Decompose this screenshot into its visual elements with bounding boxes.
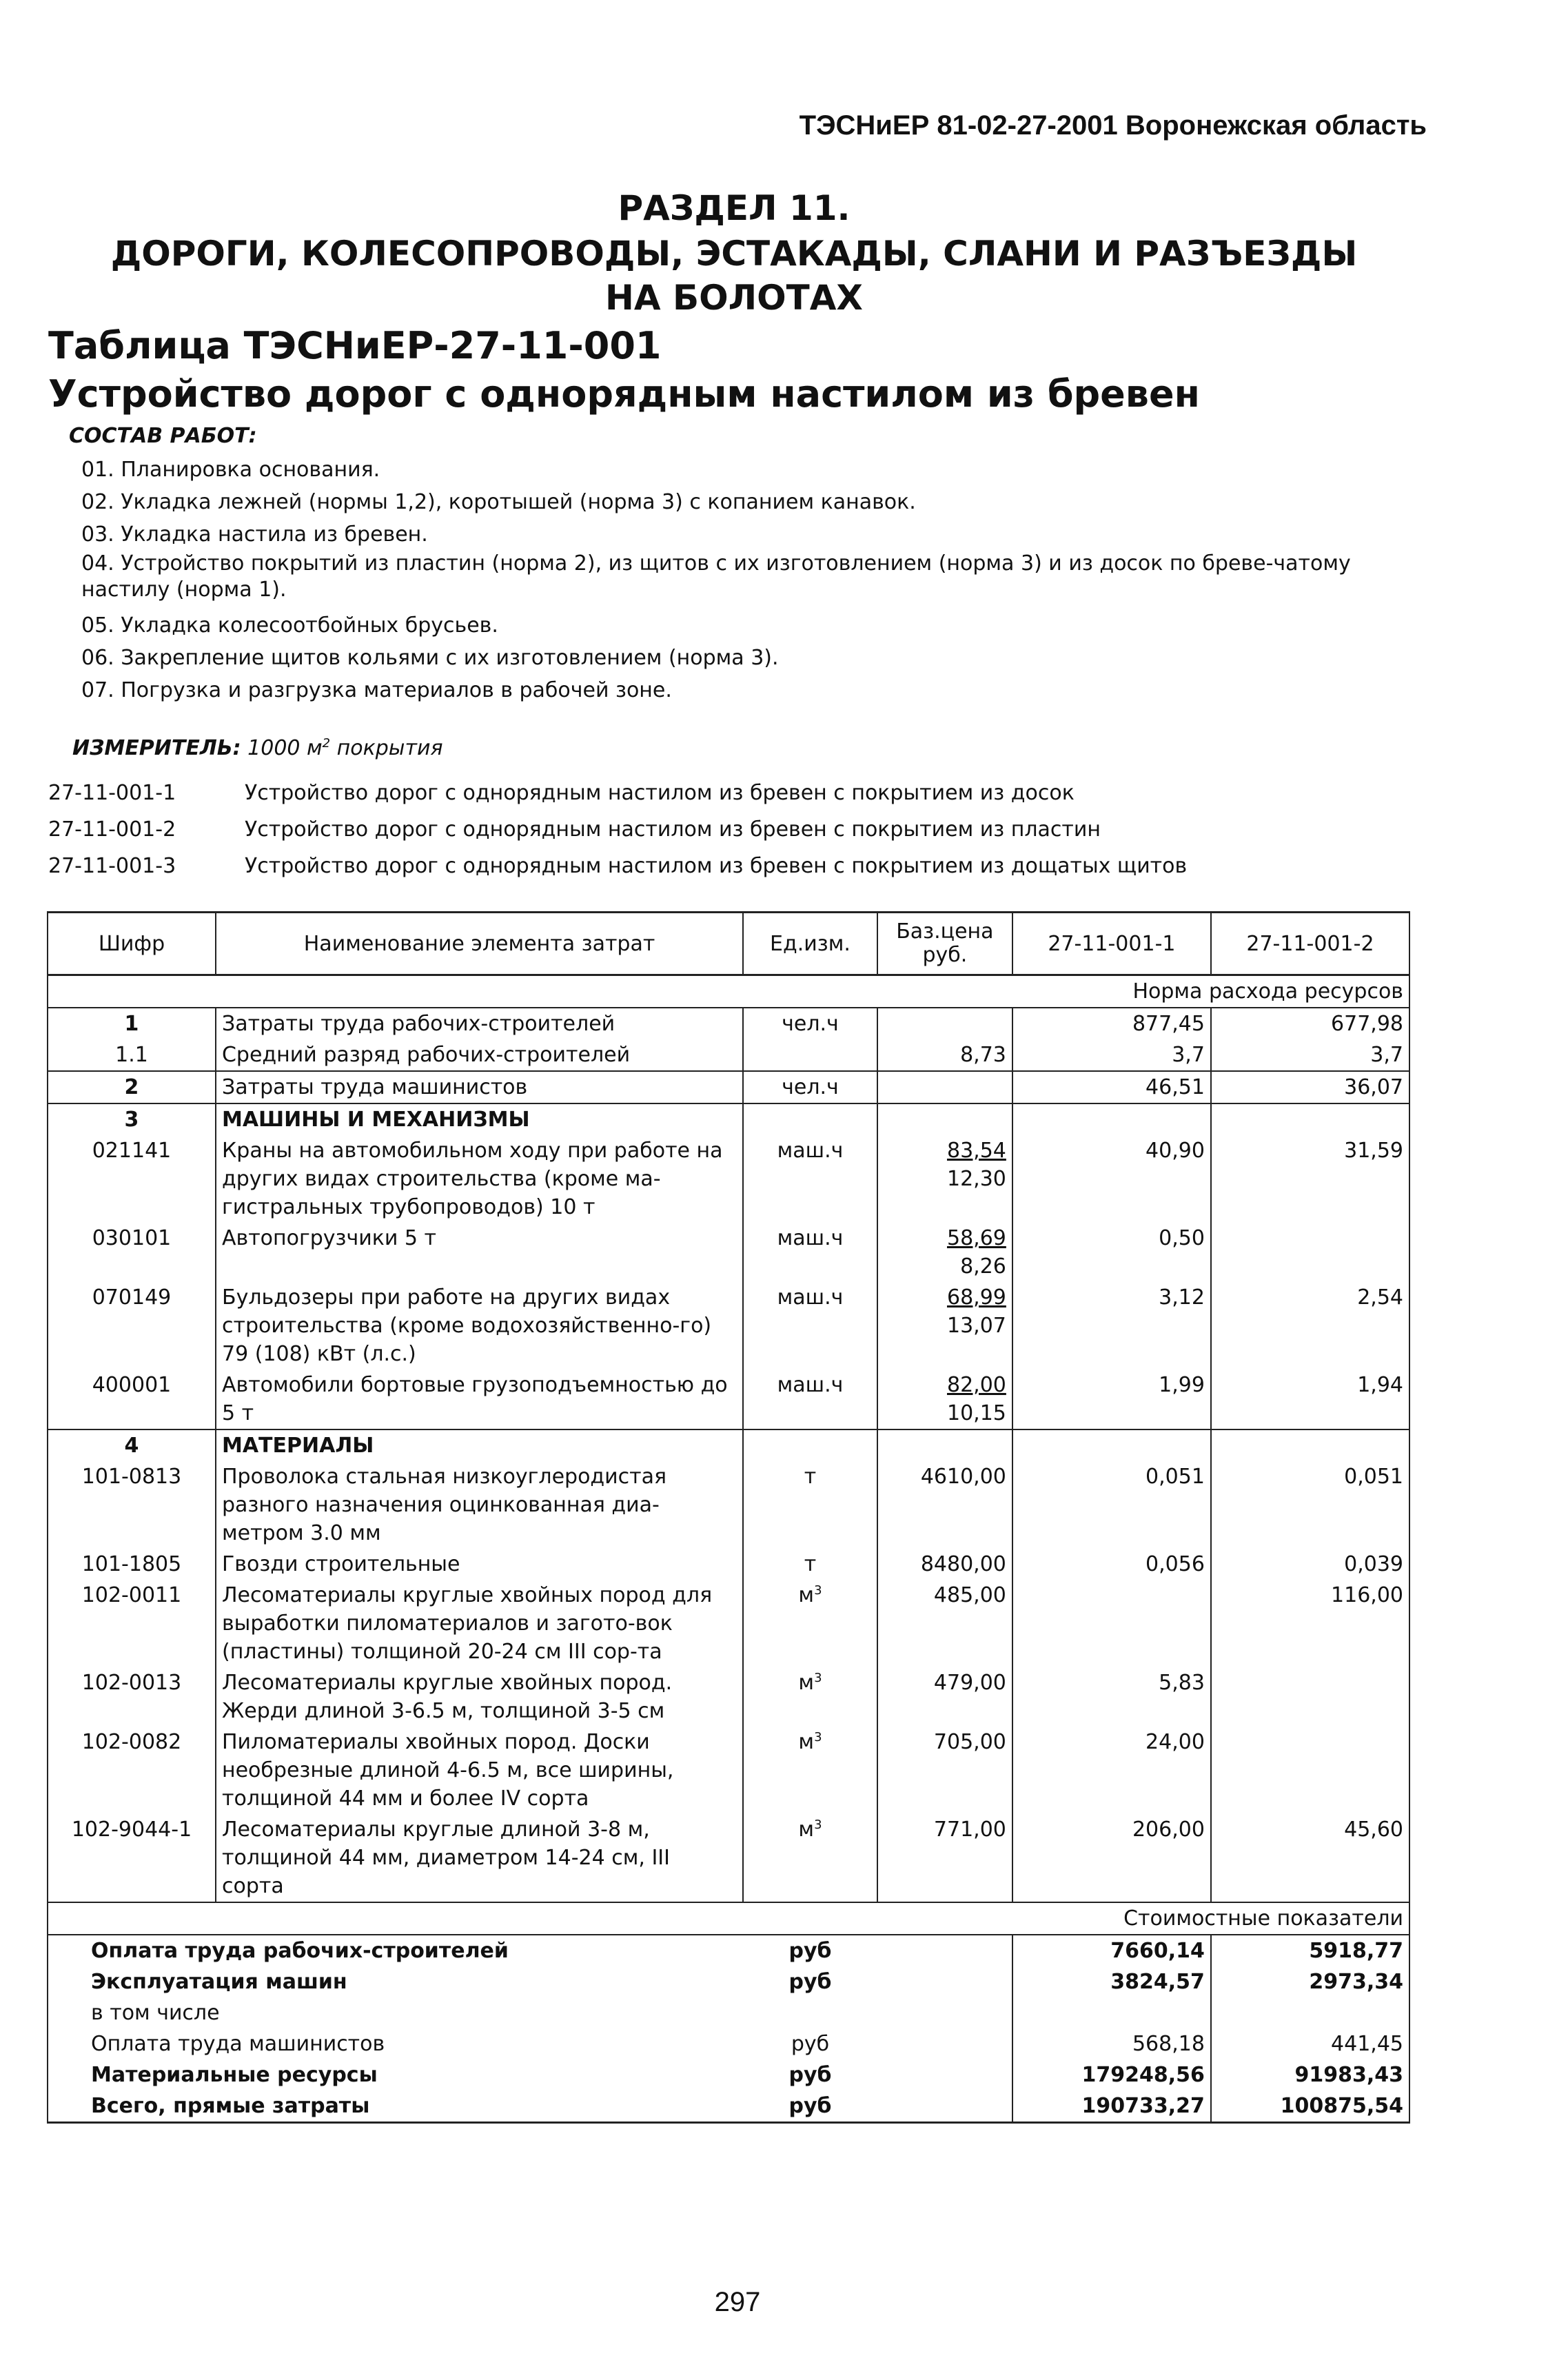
row-code: 102-0082 — [48, 1727, 216, 1814]
section-title-line1: ДОРОГИ, КОЛЕСОПРОВОДЫ, ЭСТАКАДЫ, СЛАНИ И РАЗЪЕЗДЫ — [110, 234, 1358, 274]
row-price: 8,73 — [877, 1039, 1012, 1071]
row-unit — [743, 1103, 877, 1135]
table-row — [48, 1580, 1409, 1667]
cost-value-1: 3824,57 — [1012, 1966, 1211, 1997]
row-code: 101-0813 — [48, 1461, 216, 1549]
row-norm-1: 3,12 — [1012, 1282, 1211, 1370]
cost-row — [48, 1935, 1409, 1966]
row-norm-2 — [1211, 1667, 1409, 1727]
row-unit: т — [743, 1549, 877, 1580]
row-norm-2: 116,00 — [1211, 1580, 1409, 1667]
norm-code-text: Устройство дорог с однорядным настилом из бревен с покрытием из досок — [245, 781, 1075, 805]
cost-unit: руб — [788, 1970, 832, 1994]
row-code: 1.1 — [48, 1039, 216, 1071]
price-wage: 8,26 — [960, 1254, 1006, 1279]
row-norm-1: 877,45 — [1012, 1008, 1211, 1039]
row-price — [877, 1008, 1012, 1039]
row-norm-2 — [1211, 1727, 1409, 1814]
cost-empty — [877, 2028, 1012, 2059]
price-base: 83,54 — [946, 1139, 1006, 1163]
price-base: 58,69 — [946, 1226, 1006, 1250]
cost-value-2: 91983,43 — [1211, 2059, 1409, 2090]
row-name: Лесоматериалы круглые хвойных пород для выработки пиломатериалов и загото-вок (пластины) толщиной 20-24 см III сор-та — [216, 1580, 743, 1667]
row-code: 4 — [48, 1429, 216, 1461]
table-row — [48, 1727, 1409, 1814]
table-subtitle: Устройство дорог с однорядным настилом из бревен — [48, 372, 1200, 416]
section-title-line2: НА БОЛОТАХ — [605, 278, 863, 318]
unit-text: м — [798, 1730, 815, 1754]
row-price: 485,00 — [877, 1580, 1012, 1667]
row-name: МАШИНЫ И МЕХАНИЗМЫ — [216, 1103, 743, 1135]
row-unit — [743, 1429, 877, 1461]
row-price: 4610,00 — [877, 1461, 1012, 1549]
norm-code-row — [48, 775, 1187, 811]
row-norm-1: 0,051 — [1012, 1461, 1211, 1549]
running-header: ТЭСНиЕР 81-02-27-2001 Воронежская область — [799, 110, 1427, 141]
unit-text: м — [798, 1671, 815, 1695]
table-title: Таблица ТЭСНиЕР-27-11-001 — [48, 324, 662, 367]
row-unit: т — [743, 1461, 877, 1549]
row-name: Затраты труда рабочих-строителей — [216, 1008, 743, 1039]
row-norm-1: 40,90 — [1012, 1135, 1211, 1223]
work-item: 07. Погрузка и разгрузка материалов в рабочей зоне. — [81, 678, 672, 702]
row-unit — [743, 1814, 877, 1902]
cost-value-1 — [1012, 1997, 1211, 2028]
row-name: Автомобили бортовые грузоподъемностью до 5 т — [216, 1370, 743, 1429]
header-norm-2: 27-11-001-2 — [1211, 913, 1409, 975]
row-unit: чел.ч — [743, 1071, 877, 1103]
row-unit: маш.ч — [743, 1223, 877, 1282]
norm-caption-row — [48, 975, 1409, 1008]
measure-unit — [72, 736, 443, 760]
unit-sup: 3 — [814, 1818, 822, 1832]
row-code: 070149 — [48, 1282, 216, 1370]
measure-tail: покрытия — [330, 736, 443, 760]
row-name: Пиломатериалы хвойных пород. Доски необрезные длиной 4-6.5 м, все ширины, толщиной 44 мм и более IV сорта — [216, 1727, 743, 1814]
row-name: Гвозди строительные — [216, 1549, 743, 1580]
cost-name: в том числе — [48, 1997, 743, 2028]
cost-value-2: 2973,34 — [1211, 1966, 1409, 1997]
page-number: 297 — [714, 2287, 761, 2317]
row-unit: маш.ч — [743, 1282, 877, 1370]
row-code: 102-0013 — [48, 1667, 216, 1727]
row-norm-2: 677,98 — [1211, 1008, 1409, 1039]
cost-empty — [877, 1935, 1012, 1966]
row-unit — [743, 1727, 877, 1814]
cost-row — [48, 1997, 1409, 2028]
row-norm-1: 1,99 — [1012, 1370, 1211, 1429]
unit-sup: 3 — [814, 1671, 822, 1685]
section-number: РАЗДЕЛ 11. — [618, 188, 851, 228]
row-price — [877, 1282, 1012, 1370]
table-row — [48, 1667, 1409, 1727]
cost-value-1: 179248,56 — [1012, 2059, 1211, 2090]
norm-code: 27-11-001-3 — [48, 854, 176, 878]
work-item: 06. Закрепление щитов кольями с их изготовлением (норма 3). — [81, 646, 779, 670]
work-item: 02. Укладка лежней (нормы 1,2), коротышей (норма 3) с копанием канавок. — [81, 490, 916, 514]
row-name: Лесоматериалы круглые хвойных пород. Жерди длиной 3-6.5 м, толщиной 3-5 см — [216, 1667, 743, 1727]
row-price — [877, 1429, 1012, 1461]
table-row — [48, 1814, 1409, 1902]
cost-name: Оплата труда рабочих-строителей — [48, 1935, 743, 1966]
row-norm-1 — [1012, 1580, 1211, 1667]
row-price — [877, 1370, 1012, 1429]
cost-value-1: 568,18 — [1012, 2028, 1211, 2059]
works-label: СОСТАВ РАБОТ: — [69, 424, 257, 448]
table-row — [48, 1008, 1409, 1039]
row-name: Лесоматериалы круглые длиной 3-8 м, толщиной 44 мм, диаметром 14-24 см, III сорта — [216, 1814, 743, 1902]
measure-sup: 2 — [322, 736, 331, 751]
unit-sup: 3 — [814, 1730, 822, 1744]
row-code: 102-0011 — [48, 1580, 216, 1667]
cost-empty — [877, 2090, 1012, 2123]
cost-empty — [877, 2059, 1012, 2090]
cost-name: Эксплуатация машин — [48, 1966, 743, 1997]
row-norm-2 — [1211, 1103, 1409, 1135]
works-list — [81, 454, 1425, 706]
cost-row — [48, 1966, 1409, 1997]
row-norm-1: 0,056 — [1012, 1549, 1211, 1580]
row-code: 2 — [48, 1071, 216, 1103]
cost-name: Всего, прямые затраты — [48, 2090, 743, 2123]
row-norm-2 — [1211, 1429, 1409, 1461]
header-code: Шифр — [48, 913, 216, 975]
norm-code-text: Устройство дорог с однорядным настилом из бревен с покрытием из дощатых щитов — [245, 854, 1188, 878]
row-unit — [743, 1667, 877, 1727]
cost-value-2 — [1211, 1997, 1409, 2028]
row-price: 479,00 — [877, 1667, 1012, 1727]
norm-code: 27-11-001-2 — [48, 817, 176, 842]
table-header-row — [48, 913, 1409, 975]
price-base: 68,99 — [946, 1285, 1006, 1310]
row-norm-1: 24,00 — [1012, 1727, 1211, 1814]
row-norm-2: 0,051 — [1211, 1461, 1409, 1549]
row-unit: маш.ч — [743, 1135, 877, 1223]
row-code: 021141 — [48, 1135, 216, 1223]
row-norm-2: 1,94 — [1211, 1370, 1409, 1429]
table-row — [48, 1039, 1409, 1071]
row-name: Затраты труда машинистов — [216, 1071, 743, 1103]
cost-value-2: 5918,77 — [1211, 1935, 1409, 1966]
cost-empty — [877, 1966, 1012, 1997]
row-code: 102-9044-1 — [48, 1814, 216, 1902]
table-row — [48, 1549, 1409, 1580]
measure-label: ИЗМЕРИТЕЛЬ: — [72, 736, 241, 760]
table-row — [48, 1461, 1409, 1549]
table-row — [48, 1223, 1409, 1282]
header-price: Баз.цена руб. — [877, 913, 1012, 975]
row-name: Средний разряд рабочих-строителей — [216, 1039, 743, 1071]
work-item: 01. Планировка основания. — [81, 458, 380, 482]
cost-row — [48, 2059, 1409, 2090]
header-unit: Ед.изм. — [743, 913, 877, 975]
row-price — [877, 1103, 1012, 1135]
cost-row — [48, 2090, 1409, 2123]
cost-value-1: 190733,27 — [1012, 2090, 1211, 2123]
cost-name: Материальные ресурсы — [48, 2059, 743, 2090]
row-norm-2: 45,60 — [1211, 1814, 1409, 1902]
row-norm-1: 5,83 — [1012, 1667, 1211, 1727]
row-norm-1 — [1012, 1103, 1211, 1135]
cost-unit: руб — [788, 1939, 832, 1963]
cost-caption-row — [48, 1902, 1409, 1935]
row-norm-2: 3,7 — [1211, 1039, 1409, 1071]
cost-unit: руб — [743, 2090, 877, 2123]
row-code: 1 — [48, 1008, 216, 1039]
row-norm-2: 36,07 — [1211, 1071, 1409, 1103]
cost-unit: руб — [791, 2032, 830, 2056]
cost-value-2: 100875,54 — [1211, 2090, 1409, 2123]
row-name: Бульдозеры при работе на других видах строительства (кроме водохозяйственно-го) 79 (108) кВт (л.с.) — [216, 1282, 743, 1370]
table-row — [48, 1429, 1409, 1461]
cost-empty — [877, 1997, 1012, 2028]
norm-codes-list — [48, 775, 1187, 884]
row-norm-2: 0,039 — [1211, 1549, 1409, 1580]
unit-sup: 3 — [814, 1583, 822, 1598]
row-price — [877, 1135, 1012, 1223]
cost-row — [48, 2028, 1409, 2059]
norm-code-row — [48, 811, 1187, 848]
unit-text: м — [798, 1583, 815, 1607]
table-row — [48, 1135, 1409, 1223]
price-wage: 13,07 — [946, 1314, 1006, 1338]
cost-value-2: 441,45 — [1211, 2028, 1409, 2059]
measure-value: 1000 м — [247, 736, 323, 760]
work-item: 04. Устройство покрытий из пластин (норма 2), из щитов с их изготовлением (норма 3) и из досок по бреве-чатому настилу (норма 1). — [81, 551, 1351, 602]
price-wage: 12,30 — [946, 1167, 1006, 1191]
table-row — [48, 1282, 1409, 1370]
work-item: 03. Укладка настила из бревен. — [81, 522, 428, 547]
row-price — [877, 1071, 1012, 1103]
header-norm-1: 27-11-001-1 — [1012, 913, 1211, 975]
row-norm-2 — [1211, 1223, 1409, 1282]
table-row — [48, 1071, 1409, 1103]
table-row — [48, 1370, 1409, 1429]
row-unit — [743, 1039, 877, 1071]
row-name: Проволока стальная низкоуглеродистая разного назначения оцинкованная диа-метром 3.0 мм — [216, 1461, 743, 1549]
norm-code: 27-11-001-1 — [48, 781, 176, 805]
unit-text: м — [798, 1818, 815, 1842]
row-code: 030101 — [48, 1223, 216, 1282]
norm-caption: Норма расхода ресурсов — [48, 975, 1409, 1008]
resource-table — [47, 911, 1410, 2124]
row-unit: маш.ч — [743, 1370, 877, 1429]
norm-code-row — [48, 848, 1187, 884]
row-norm-1: 206,00 — [1012, 1814, 1211, 1902]
work-item: 05. Укладка колесоотбойных брусьев. — [81, 613, 498, 638]
row-norm-1: 0,50 — [1012, 1223, 1211, 1282]
row-code: 3 — [48, 1103, 216, 1135]
row-price — [877, 1223, 1012, 1282]
header-name: Наименование элемента затрат — [216, 913, 743, 975]
row-code: 101-1805 — [48, 1549, 216, 1580]
resource-rows — [48, 1008, 1409, 1902]
row-code: 400001 — [48, 1370, 216, 1429]
price-base: 82,00 — [946, 1373, 1006, 1397]
row-price: 771,00 — [877, 1814, 1012, 1902]
table-row — [48, 1103, 1409, 1135]
row-norm-2: 31,59 — [1211, 1135, 1409, 1223]
cost-unit — [743, 1997, 877, 2028]
row-unit — [743, 1580, 877, 1667]
row-price: 8480,00 — [877, 1549, 1012, 1580]
row-unit: чел.ч — [743, 1008, 877, 1039]
norm-code-text: Устройство дорог с однорядным настилом из бревен с покрытием из пластин — [245, 817, 1101, 842]
row-norm-2: 2,54 — [1211, 1282, 1409, 1370]
row-name: Автопогрузчики 5 т — [216, 1223, 743, 1282]
cost-caption: Стоимостные показатели — [48, 1902, 1409, 1935]
row-name: Краны на автомобильном ходу при работе на других видах строительства (кроме ма-гистральных трубопроводов) 10 т — [216, 1135, 743, 1223]
cost-rows — [48, 1935, 1409, 2123]
price-wage: 10,15 — [946, 1401, 1006, 1425]
cost-unit: руб — [788, 2063, 832, 2087]
row-norm-1 — [1012, 1429, 1211, 1461]
row-name: МАТЕРИАЛЫ — [216, 1429, 743, 1461]
row-norm-1: 3,7 — [1012, 1039, 1211, 1071]
cost-name: Оплата труда машинистов — [48, 2028, 743, 2059]
row-price: 705,00 — [877, 1727, 1012, 1814]
row-norm-1: 46,51 — [1012, 1071, 1211, 1103]
cost-value-1: 7660,14 — [1012, 1935, 1211, 1966]
